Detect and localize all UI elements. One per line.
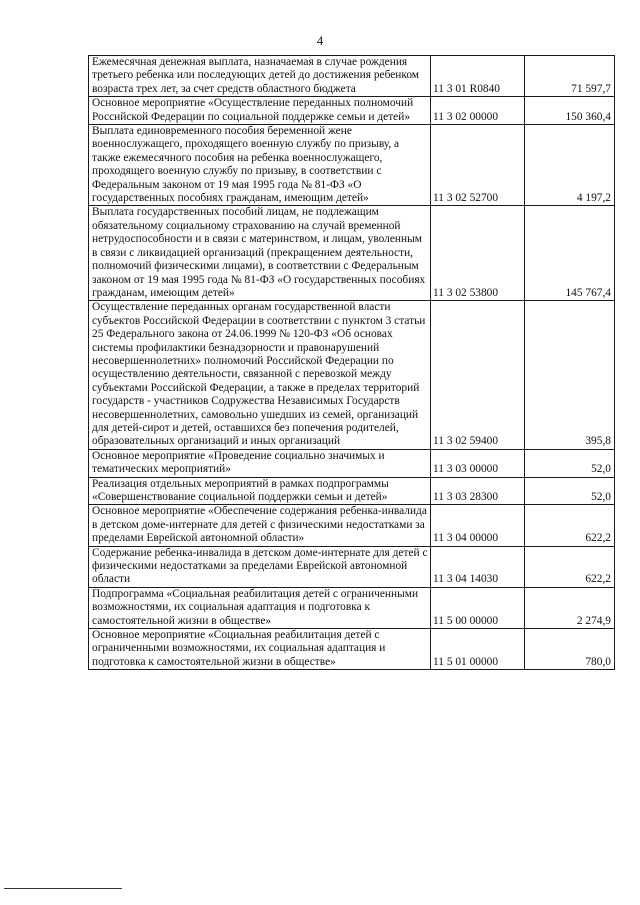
table-row (89, 629, 615, 670)
table-row (89, 56, 615, 97)
row-code: 11 3 02 00000 (431, 97, 525, 125)
row-description: Выплата государственных пособий лицам, не подлежащим обязательному социальному страхованию на случай временной нетрудоспособности и в связи с материнством, и лицам, уволенным в связи с ликвидацией организаций (прекращением деятельности, полномочий физическими лицами), в соответствии с Федеральным законом от 19 мая 1995 года № 81-ФЗ «О государственных пособиях гражданам, имеющим детей» (89, 206, 431, 301)
row-amount: 150 360,4 (525, 97, 615, 125)
row-code: 11 3 02 52700 (431, 125, 525, 206)
row-amount: 52,0 (525, 477, 615, 505)
row-code: 11 3 03 28300 (431, 477, 525, 505)
page-number: 4 (316, 33, 324, 48)
table-row (89, 449, 615, 477)
table-row (89, 546, 615, 587)
row-description: Основное мероприятие «Проведение социально значимых и тематических мероприятий» (89, 449, 431, 477)
table-row (89, 505, 615, 546)
table-row (89, 477, 615, 505)
row-code: 11 3 01 R0840 (431, 56, 525, 97)
row-description: Реализация отдельных мероприятий в рамках подпрограммы «Совершенствование социальной поддержки семьи и детей» (89, 477, 431, 505)
table-row (89, 587, 615, 628)
row-amount: 145 767,4 (525, 206, 615, 301)
row-amount: 622,2 (525, 505, 615, 546)
table-row (89, 97, 615, 125)
table-row (89, 206, 615, 301)
row-amount: 2 274,9 (525, 587, 615, 628)
row-code: 11 3 04 14030 (431, 546, 525, 587)
row-description: Выплата единовременного пособия беременной жене военнослужащего, проходящего военную службу по призыву, а также ежемесячного пособия на ребенка военнослужащего, проходящего военную службу по призыву, в соответствии с Федеральным законом от 19 мая 1995 года № 81-ФЗ «О государственных пособиях гражданам, имеющим детей» (89, 125, 431, 206)
row-code: 11 3 02 53800 (431, 206, 525, 301)
row-description: Основное мероприятие «Социальная реабилитация детей с ограниченными возможностями, их социальная адаптация и подготовка к самостоятельной жизни в обществе» (89, 629, 431, 670)
row-code: 11 3 02 59400 (431, 301, 525, 449)
row-description: Ежемесячная денежная выплата, назначаемая в случае рождения третьего ребенка или последующих детей до достижения ребенком возраста трех лет, за счет средств областного бюджета (89, 56, 431, 97)
table-row (89, 125, 615, 206)
row-description: Подпрограмма «Социальная реабилитация детей с ограниченными возможностями, их социальная адаптация и подготовка к самостоятельной жизни в обществе» (89, 587, 431, 628)
row-description: Основное мероприятие «Осуществление переданных полномочий Российской Федерации по социальной поддержке семьи и детей» (89, 97, 431, 125)
row-amount: 622,2 (525, 546, 615, 587)
row-code: 11 5 01 00000 (431, 629, 525, 670)
row-description: Содержание ребенка-инвалида в детском доме-интернате для детей с физическими недостатками за пределами Еврейской автономной области (89, 546, 431, 587)
row-code: 11 5 00 00000 (431, 587, 525, 628)
row-amount: 4 197,2 (525, 125, 615, 206)
table-row (89, 301, 615, 449)
row-description: Основное мероприятие «Обеспечение содержания ребенка-инвалида в детском доме-интернате для детей с физическими недостатками за пределами Еврейской автономной области» (89, 505, 431, 546)
row-amount: 780,0 (525, 629, 615, 670)
row-amount: 395,8 (525, 301, 615, 449)
row-amount: 52,0 (525, 449, 615, 477)
budget-table (88, 55, 615, 670)
row-code: 11 3 03 00000 (431, 449, 525, 477)
row-code: 11 3 04 00000 (431, 505, 525, 546)
row-description: Осуществление переданных органам государственной власти субъектов Российской Федерации в соответствии с пунктом 3 статьи 25 Федерального закона от 24.06.1999 № 120-ФЗ «Об основах системы профилактики безнадзорности и правонарушений несовершеннолетних» полномочий Российской Федерации по осуществлению деятельности, связанной с перевозкой между субъектами Российской Федерации, а также в пределах территорий государств - участников Содружества Независимых Государств несовершеннолетних, самовольно ушедших из семей, организаций для детей-сирот и детей, оставшихся без попечения родителей, образовательных организаций и иных организаций (89, 301, 431, 449)
row-amount: 71 597,7 (525, 56, 615, 97)
footnote-rule (4, 888, 122, 889)
